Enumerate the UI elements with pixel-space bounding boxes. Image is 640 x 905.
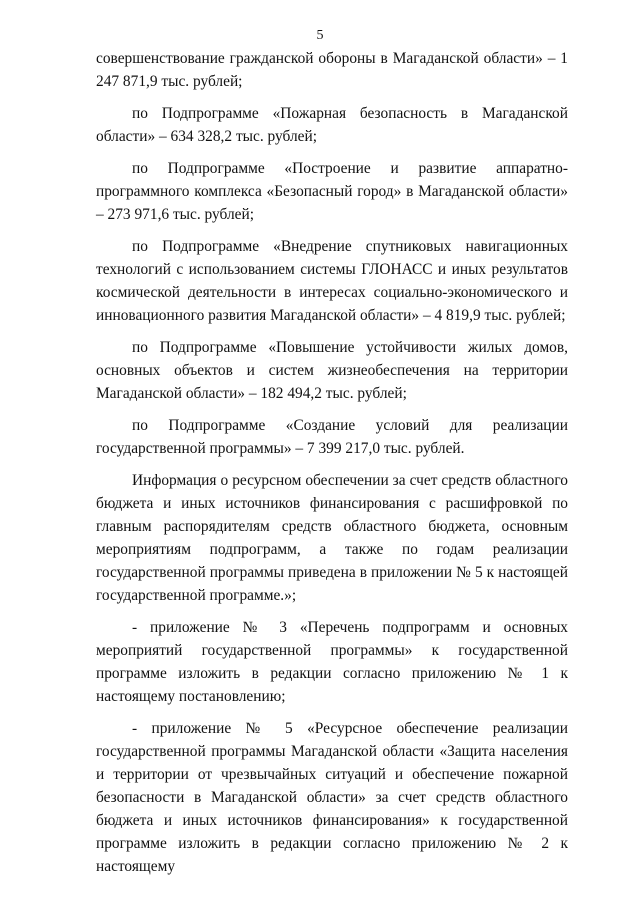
paragraph-fire-safety-subprogram: по Подпрограмме «Пожарная безопасность в Магаданской области» – 634 328,2 тыс. рублей; — [96, 105, 568, 145]
page-number: 5 — [316, 28, 324, 43]
paragraph-appendix-5-amendment: - приложение № 5 «Ресурсное обеспечение реализации государственной программы Магаданской области «Защита населения и территории от чрезвычайных ситуаций и обеспечение пожарной безопасности в Магаданской области» за счет средств областного бюджета и иных источников финансирования» к государственной программе изложить в редакции согласно приложению № 2 к настоящему — [96, 720, 568, 875]
paragraph-civil-defense-total: совершенствование гражданской обороны в Магаданской области» – 1 247 871,9 тыс. рублей; — [96, 50, 568, 90]
paragraph-program-conditions-subprogram: по Подпрограмме «Создание условий для реализации государственной программы» – 7 399 217,0 тыс. рублей. — [96, 417, 568, 457]
paragraph-glonass-subprogram: по Подпрограмме «Внедрение спутниковых навигационных технологий с использованием системы ГЛОНАСС и иных результатов космической деятельности в интересах социально-экономического и инновационного развития Магаданской области» – 4 819,9 тыс. рублей; — [96, 238, 568, 324]
paragraph-resource-information: Информация о ресурсном обеспечении за счет средств областного бюджета и иных источников финансирования с расшифровкой по главным распорядителям средств областного бюджета, основным мероприятиям подпрограмм, а также по годам реализации государственной программы приведена в приложении № 5 к настоящей государственной программе.»; — [96, 472, 568, 604]
document-body — [96, 47, 568, 887]
paragraph-safe-city-subprogram: по Подпрограмме «Построение и развитие аппаратно-программного комплекса «Безопасный город» в Магаданской области» – 273 971,6 тыс. рублей; — [96, 160, 568, 223]
paragraph-appendix-3-amendment: - приложение № 3 «Перечень подпрограмм и основных мероприятий государственной программы» к государственной программе изложить в редакции согласно приложению № 1 к настоящему постановлению; — [96, 619, 568, 705]
paragraph-housing-resilience-subprogram: по Подпрограмме «Повышение устойчивости жилых домов, основных объектов и систем жизнеобеспечения на территории Магаданской области» – 182 494,2 тыс. рублей; — [96, 339, 568, 402]
